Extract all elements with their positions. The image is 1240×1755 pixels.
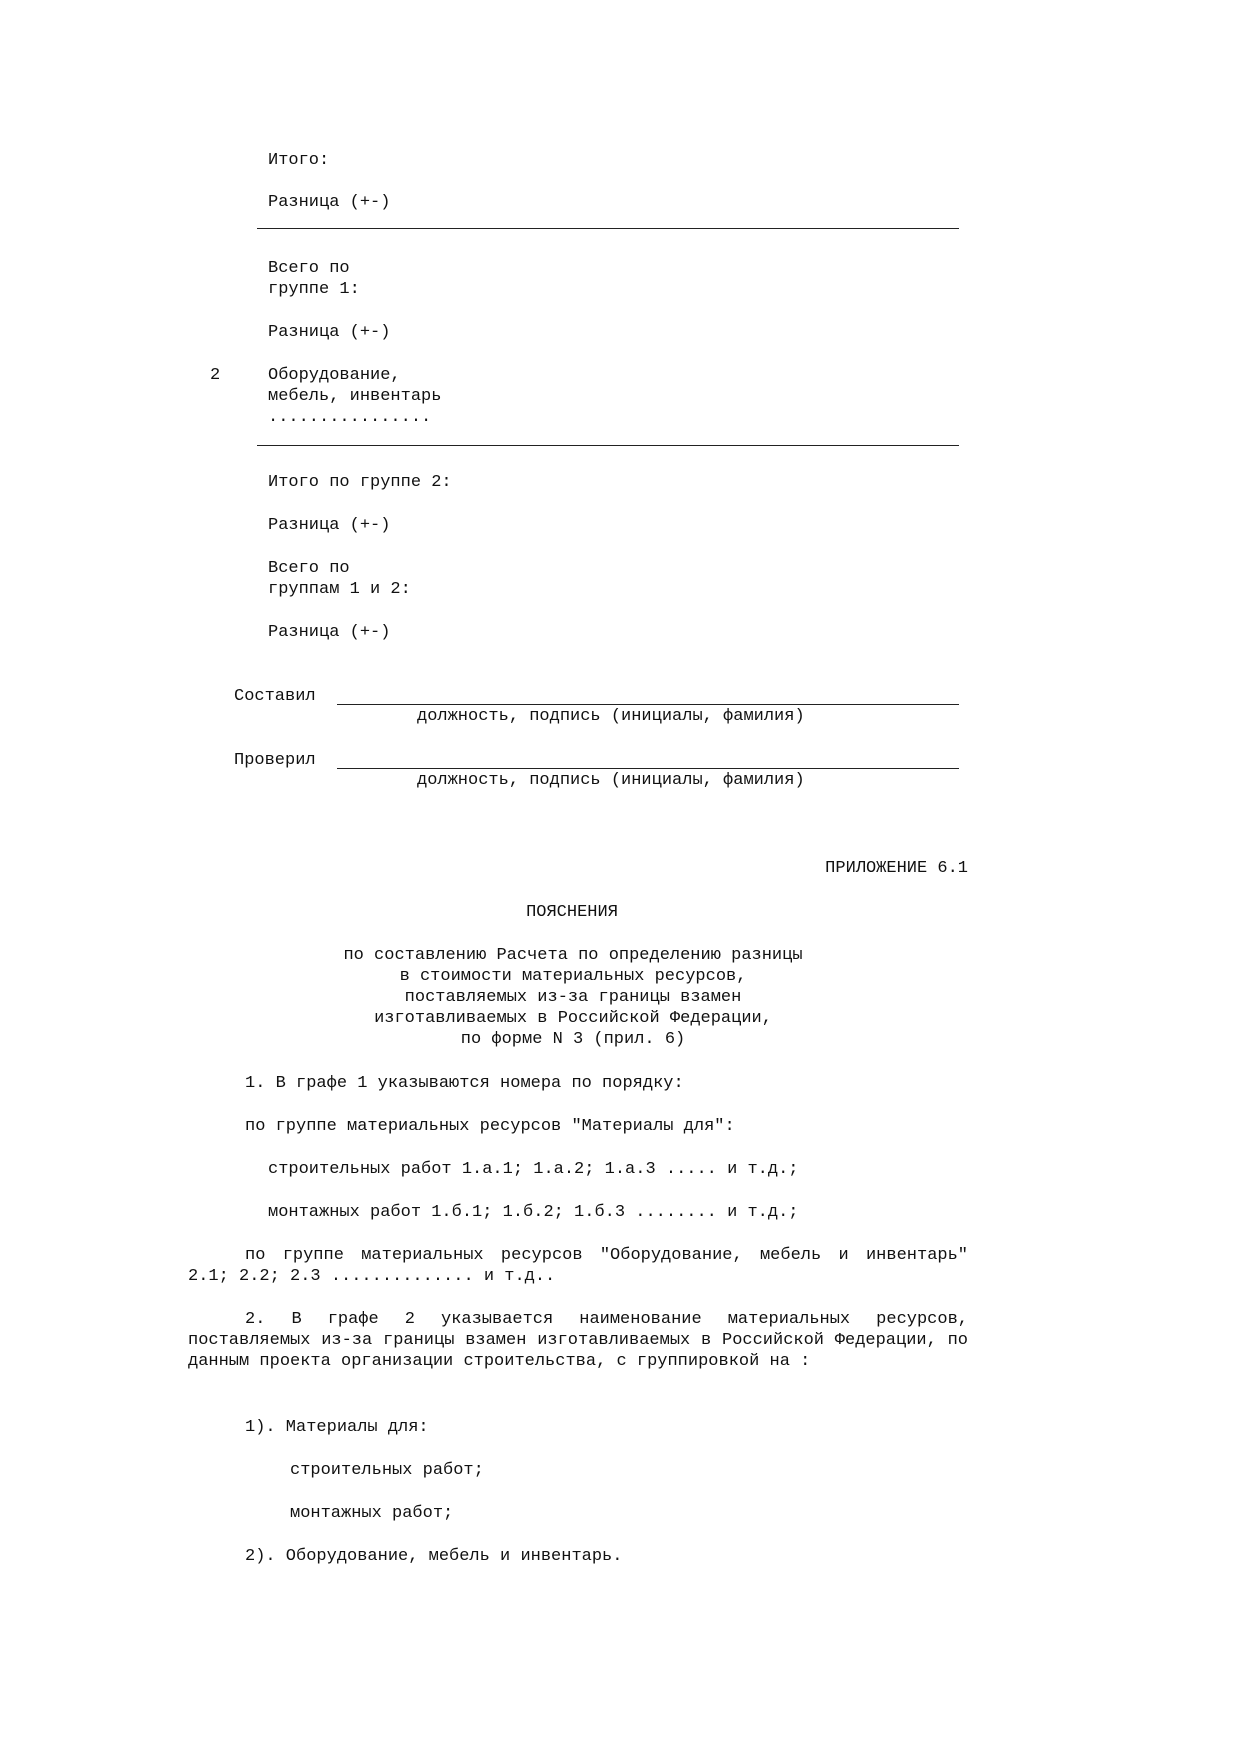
equipment-group-label-cont: мебель, инвентарь: [268, 387, 442, 406]
total-group1-label-cont: группе 1:: [268, 280, 360, 299]
composed-by-line: [337, 704, 959, 705]
total-group2-label: Итого по группе 2:: [268, 473, 452, 492]
total-group1-label: Всего по: [268, 259, 350, 278]
appendix-label: ПРИЛОЖЕНИЕ 6.1: [825, 859, 968, 878]
difference-label: Разница (+-): [268, 193, 391, 212]
row-number: 2: [210, 366, 221, 385]
appendix-subtitle-line: в стоимости материальных ресурсов,: [399, 967, 747, 986]
difference-label: Разница (+-): [268, 516, 391, 535]
paragraph-1-installation: монтажных работ 1.б.1; 1.б.2; 1.б.3 ........ и т.д.;: [268, 1203, 799, 1222]
appendix-subtitle-line: по составлению Расчета по определению разницы: [343, 946, 803, 965]
checked-by-label: Проверил: [234, 751, 316, 770]
appendix-subtitle-line: изготавливаемых в Российской Федерации,: [374, 1009, 772, 1028]
paragraph-1-equipment: по группе материальных ресурсов "Оборудование, мебель и инвентарь" 2.1; 2.2; 2.3 .............. и т.д..: [188, 1246, 968, 1286]
paragraph-2: 2. В графе 2 указывается наименование материальных ресурсов, поставляемых из-за границы взамен изготавливаемых в Российской Федерации, по данным проекта организации строительства, с группировкой на :: [188, 1310, 968, 1371]
total-groups-label: Всего по: [268, 559, 350, 578]
itogo-label: Итого:: [268, 151, 330, 170]
list-item-1a: строительных работ;: [290, 1461, 484, 1480]
table-divider: [257, 228, 959, 229]
list-item-1b: монтажных работ;: [290, 1504, 454, 1523]
checked-by-line: [337, 768, 959, 769]
appendix-subtitle-line: поставляемых из-за границы взамен: [404, 988, 742, 1007]
equipment-group-label: Оборудование,: [268, 366, 401, 385]
total-groups-label-cont: группам 1 и 2:: [268, 580, 411, 599]
paragraph-1: 1. В графе 1 указываются номера по порядку:: [245, 1074, 684, 1093]
difference-label: Разница (+-): [268, 623, 391, 642]
appendix-title: ПОЯСНЕНИЯ: [526, 903, 618, 922]
appendix-subtitle-line: по форме N 3 (прил. 6): [460, 1030, 686, 1049]
composed-by-label: Составил: [234, 687, 316, 706]
paragraph-1-construction: строительных работ 1.а.1; 1.а.2; 1.а.3 ..... и т.д.;: [268, 1160, 799, 1179]
list-item-1: 1). Материалы для:: [245, 1418, 429, 1437]
checked-by-caption: должность, подпись (инициалы, фамилия): [417, 771, 805, 790]
equipment-dots: ................: [268, 408, 432, 427]
difference-label: Разница (+-): [268, 323, 391, 342]
list-item-2: 2). Оборудование, мебель и инвентарь.: [245, 1547, 623, 1566]
paragraph-1-group: по группе материальных ресурсов "Материалы для":: [245, 1117, 735, 1136]
composed-by-caption: должность, подпись (инициалы, фамилия): [417, 707, 805, 726]
table-divider: [257, 445, 959, 446]
